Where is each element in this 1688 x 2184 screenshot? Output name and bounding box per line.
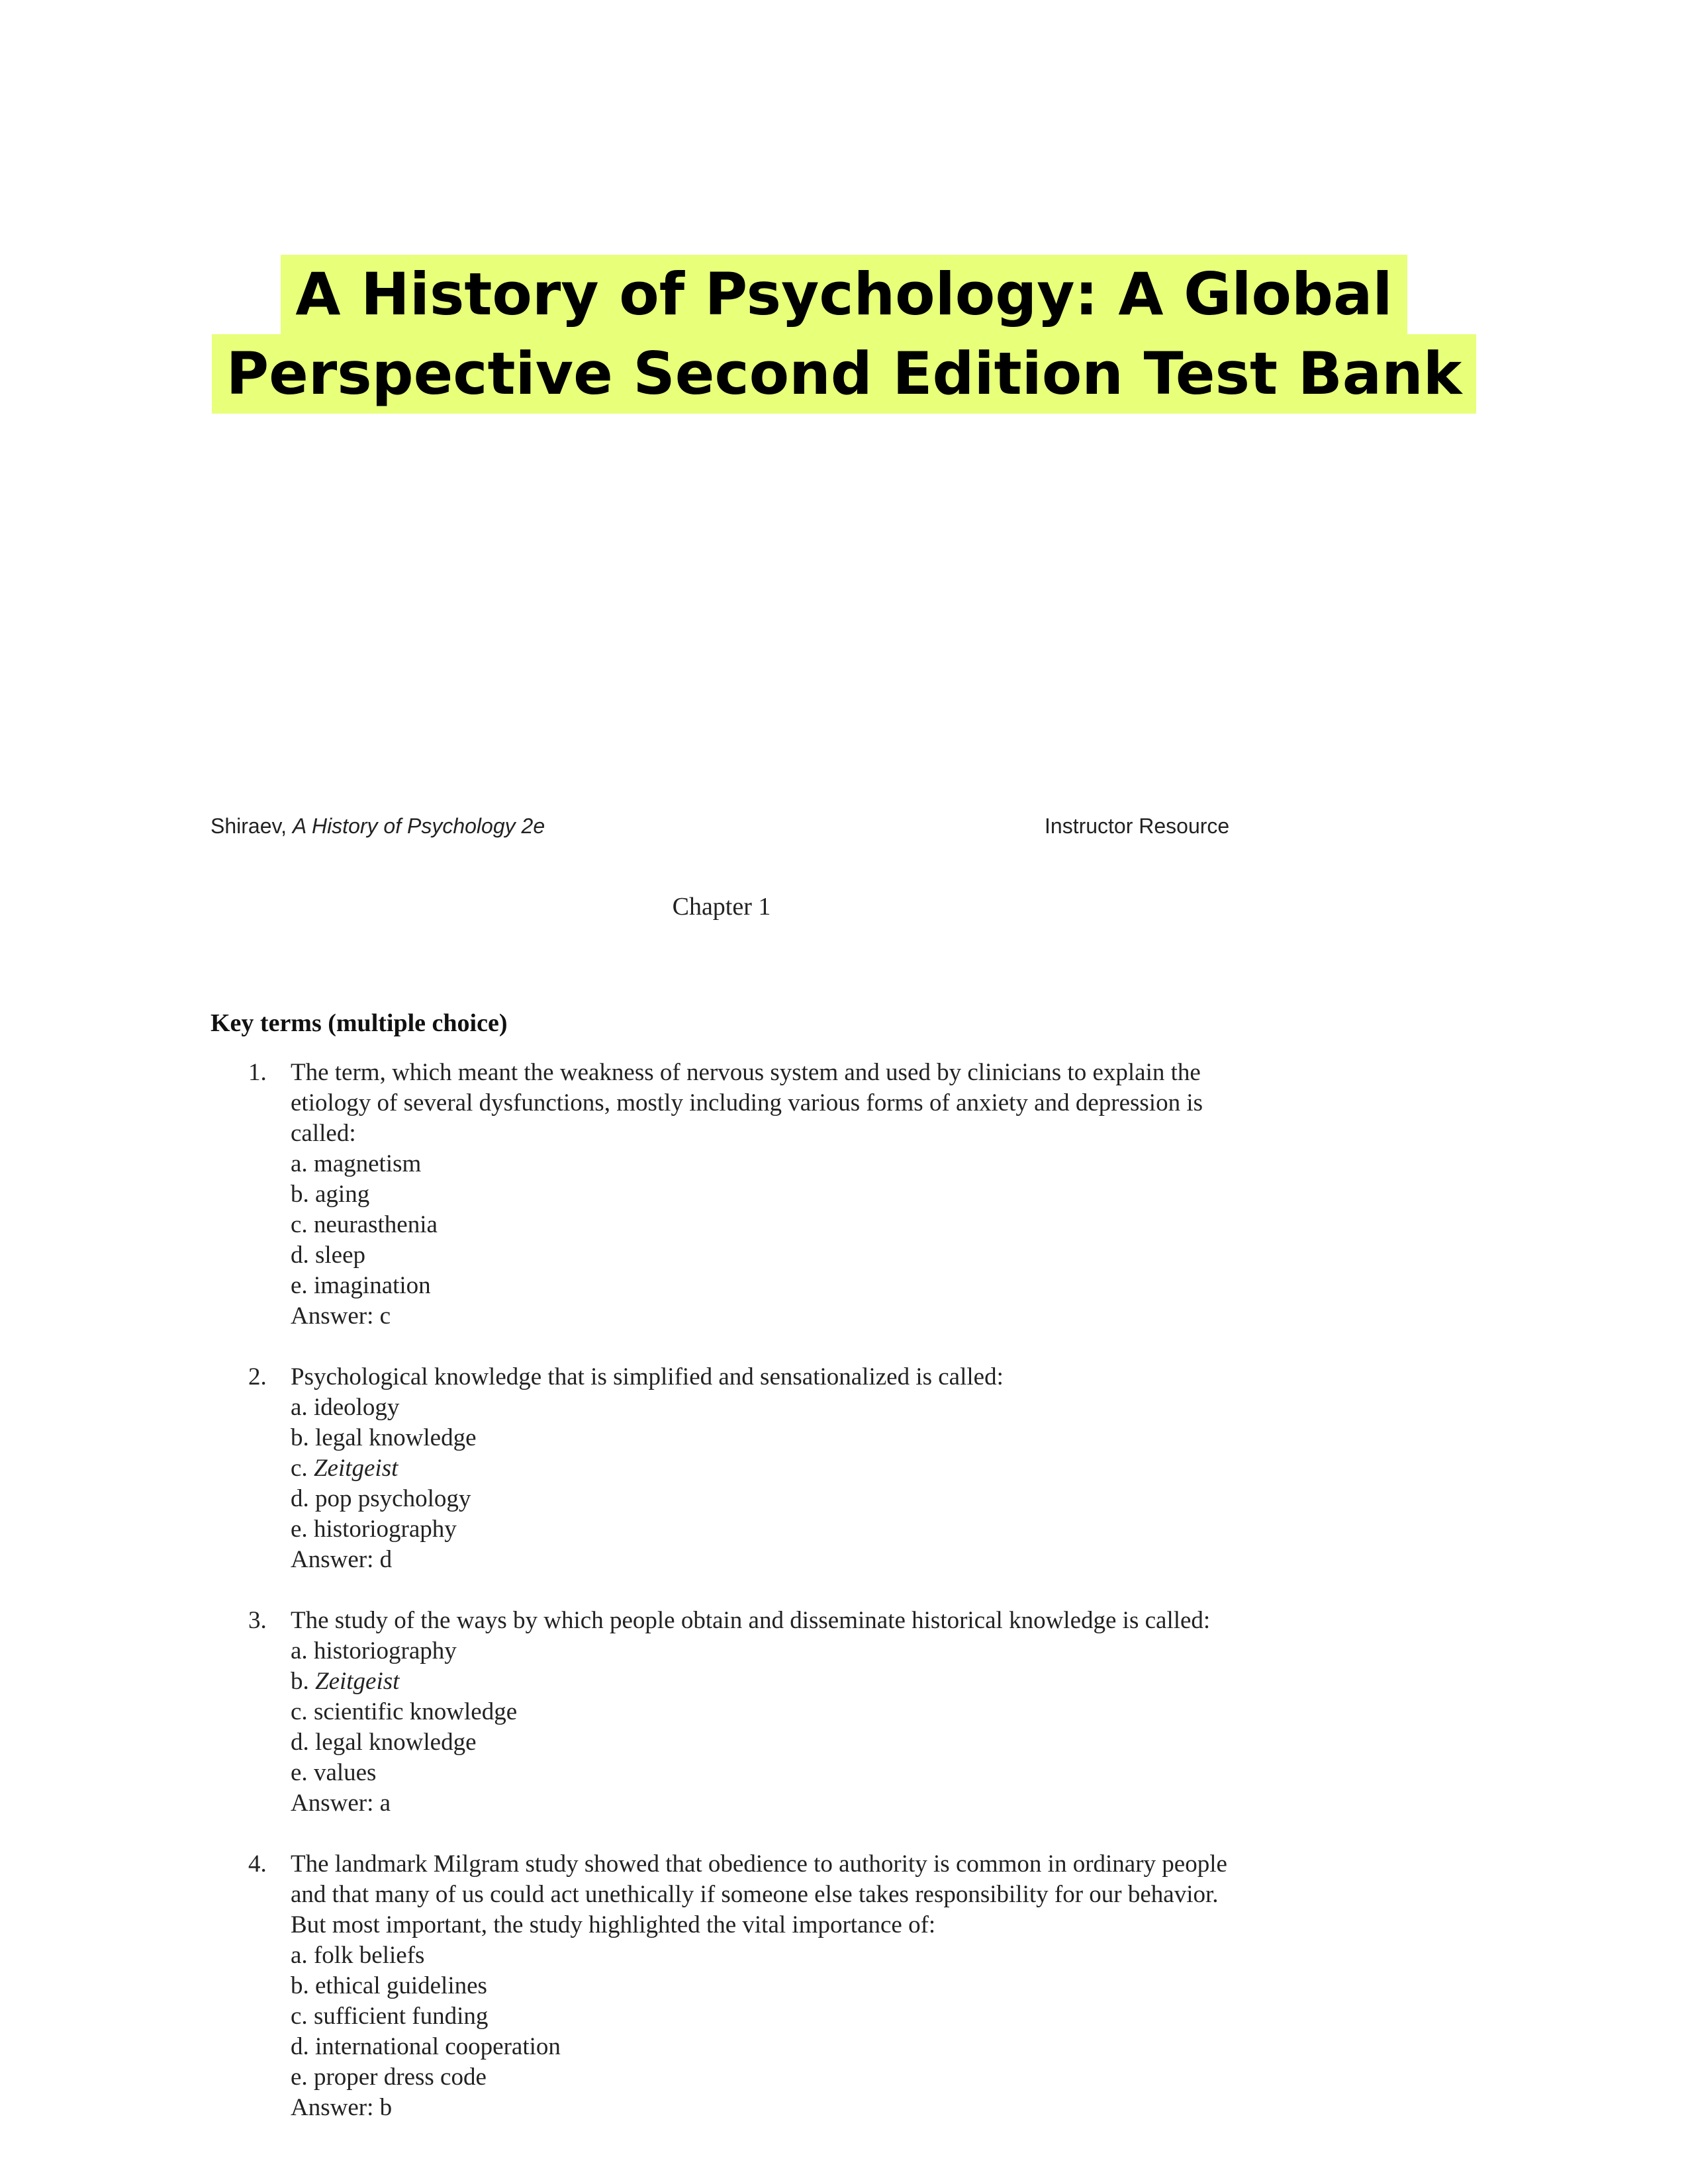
running-head-book-title: A History of Psychology 2e bbox=[292, 814, 545, 838]
answer-option: a. magnetism bbox=[291, 1150, 422, 1177]
answer-option: c. Zeitgeist bbox=[291, 1455, 399, 1482]
title-banner bbox=[0, 255, 1688, 414]
question-item bbox=[248, 1362, 1254, 1575]
answer-option: d. pop psychology bbox=[291, 1485, 471, 1512]
question-number: 2. bbox=[248, 1363, 267, 1390]
answer-option: b. aging bbox=[291, 1181, 370, 1208]
answer-option: a. historiography bbox=[291, 1637, 457, 1664]
question-number: 1. bbox=[248, 1059, 267, 1086]
question-item bbox=[248, 1849, 1254, 2123]
answer-option: b. ethical guidelines bbox=[291, 1972, 487, 1999]
answer-option: a. folk beliefs bbox=[291, 1942, 425, 1969]
question-stem: The landmark Milgram study showed that obedience to authority is common in ordinary people and that many of us could act unethically if someone else takes responsibility for our behavior. But most important, the study highlighted the vital importance of: bbox=[291, 1850, 1227, 1938]
answer-option: a. ideology bbox=[291, 1394, 400, 1421]
question-number: 4. bbox=[248, 1850, 267, 1878]
answer-key: Answer: b bbox=[291, 2094, 393, 2121]
question-list bbox=[248, 1058, 1254, 2154]
running-head-left bbox=[211, 814, 545, 839]
question-stem: The study of the ways by which people obtain and disseminate historical knowledge is called: bbox=[291, 1607, 1211, 1634]
answer-option: b. Zeitgeist bbox=[291, 1668, 400, 1695]
question-item bbox=[248, 1058, 1254, 1332]
answer-option: e. proper dress code bbox=[291, 2064, 487, 2091]
answer-option: d. sleep bbox=[291, 1242, 366, 1269]
answer-option: e. historiography bbox=[291, 1516, 457, 1543]
question-item bbox=[248, 1606, 1254, 1819]
running-head-right: Instructor Resource bbox=[1045, 814, 1230, 838]
answer-option: e. imagination bbox=[291, 1272, 431, 1299]
question-stem: The term, which meant the weakness of nervous system and used by clinicians to explain the etiology of several dysfunctions, mostly including various forms of anxiety and depression is called: bbox=[291, 1059, 1203, 1147]
answer-key: Answer: d bbox=[291, 1546, 393, 1573]
answer-key: Answer: a bbox=[291, 1790, 391, 1817]
answer-option: d. legal knowledge bbox=[291, 1729, 477, 1756]
answer-option: b. legal knowledge bbox=[291, 1424, 477, 1451]
answer-option: d. international cooperation bbox=[291, 2033, 561, 2060]
title-line-2: Perspective Second Edition Test Bank bbox=[212, 334, 1477, 414]
title-line-1: A History of Psychology: A Global bbox=[281, 255, 1407, 334]
question-stem: Psychological knowledge that is simplified and sensationalized is called: bbox=[291, 1363, 1004, 1390]
chapter-heading: Chapter 1 bbox=[672, 893, 771, 921]
section-heading: Key terms (multiple choice) bbox=[211, 1009, 508, 1037]
answer-option: e. values bbox=[291, 1759, 377, 1786]
answer-option: c. sufficient funding bbox=[291, 2003, 489, 2030]
answer-option: c. scientific knowledge bbox=[291, 1698, 518, 1725]
running-head-author: Shiraev, bbox=[211, 814, 287, 838]
question-number: 3. bbox=[248, 1607, 267, 1634]
answer-key: Answer: c bbox=[291, 1302, 391, 1330]
answer-option: c. neurasthenia bbox=[291, 1211, 438, 1238]
